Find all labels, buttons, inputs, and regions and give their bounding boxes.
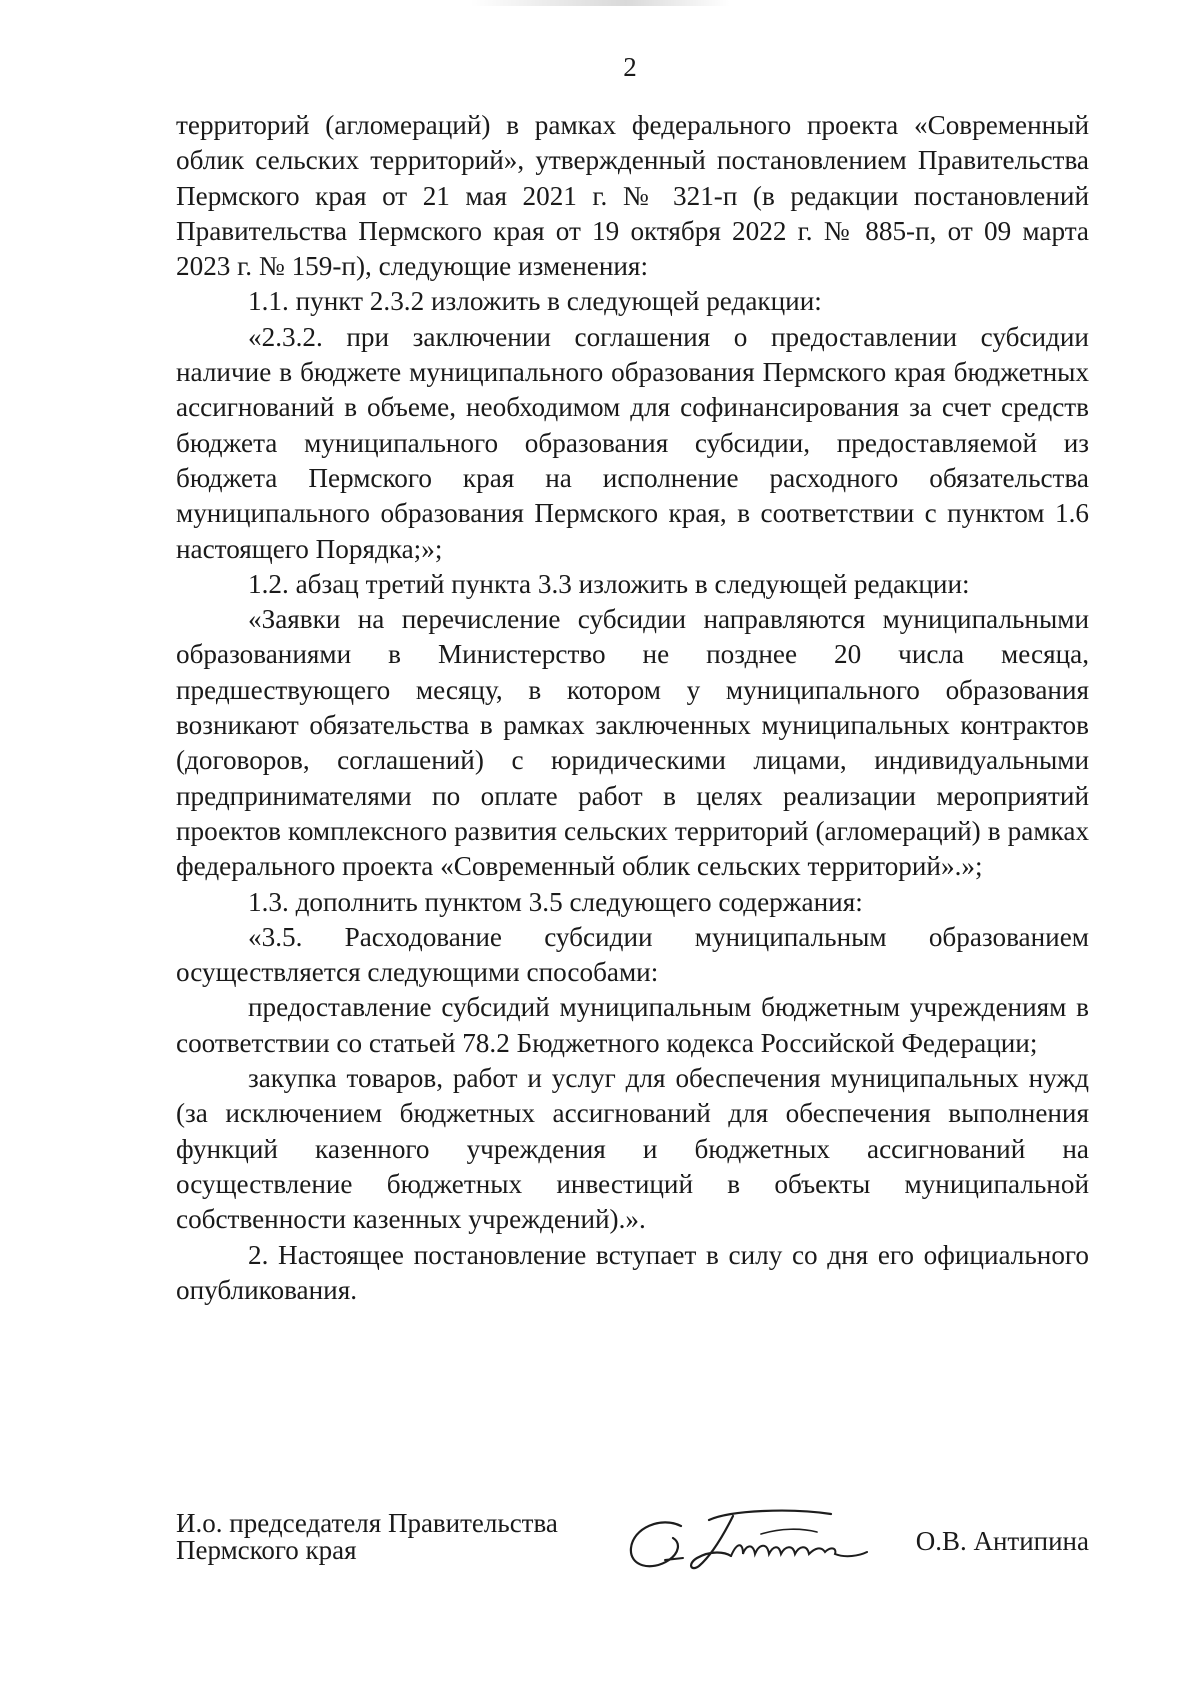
- signatory-position-line2: Пермского края: [176, 1535, 357, 1565]
- signatory-position: [176, 1510, 558, 1564]
- signatory-position-line1: И.о. председателя Правительства: [176, 1508, 558, 1538]
- scan-artifact: [470, 0, 730, 6]
- signatory-name: О.В. Антипина: [915, 1526, 1089, 1556]
- document-body: [176, 108, 1089, 1308]
- paragraph-quote-applications: «Заявки на перечисление субсидии направляются муниципальными образованиями в Министерство не позднее 20 числа месяца, предшествующего месяцу, в котором у муниципального образования возникают обязательства в рамках заключенных муниципальных контрактов (договоров, соглашений) с юридическими лицами, индивидуальными предпринимателями по оплате работ в целях реализации мероприятий проектов комплексного развития сельских территорий (агломераций) в рамках федерального проекта «Современный облик сельских территорий».»;: [176, 604, 1089, 882]
- signature-block: [176, 1510, 1089, 1600]
- paragraph-item-1-3: 1.3. дополнить пунктом 3.5 следующего содержания:: [248, 886, 863, 917]
- paragraph-method-subsidies: предоставление субсидий муниципальным бюджетным учреждениям в соответствии со статьей 78.2 Бюджетного кодекса Российской Федерации;: [176, 992, 1089, 1058]
- paragraph-method-procurement: закупка товаров, работ и услуг для обеспечения муниципальных нужд (за исключением бюджетных ассигнований для обеспечения выполнения функций казенного учреждения и бюджетных ассигнований на осуществление бюджетных инвестиций в объекты муниципальной собственности казенных учреждений).».: [176, 1063, 1089, 1235]
- paragraph-quote-2-3-2: «2.3.2. при заключении соглашения о предоставлении субсидии наличие в бюджете муниципального образования Пермского края бюджетных ассигнований в объеме, необходимом для софинансирования за счет средств бюджета муниципального образования субсидии, предоставляемой из бюджета Пермского края на исполнение расходного обязательства муниципального образования Пермского края, в соответствии с пунктом 1.6 настоящего Порядка;»;: [176, 321, 1089, 564]
- handwritten-signature: [621, 1498, 911, 1578]
- paragraph-item-2-effective: 2. Настоящее постановление вступает в силу со дня его официального опубликования.: [176, 1239, 1089, 1305]
- page-number: 2: [623, 52, 637, 82]
- paragraph-continuation: территорий (агломераций) в рамках федерального проекта «Современный облик сельских территорий», утвержденный постановлением Правительства Пермского края от 21 мая 2021 г. № 321-п (в редакции постановлений Правительства Пермского края от 19 октября 2022 г. № 885-п, от 09 марта 2023 г. № 159-п), следующие изменения:: [176, 110, 1089, 282]
- paragraph-item-1-2: 1.2. абзац третий пункта 3.3 изложить в следующей редакции:: [248, 568, 970, 599]
- paragraph-item-1-1: 1.1. пункт 2.3.2 изложить в следующей редакции:: [248, 286, 822, 317]
- paragraph-quote-3-5: «3.5. Расходование субсидии муниципальным образованием осуществляется следующими способами:: [176, 921, 1089, 988]
